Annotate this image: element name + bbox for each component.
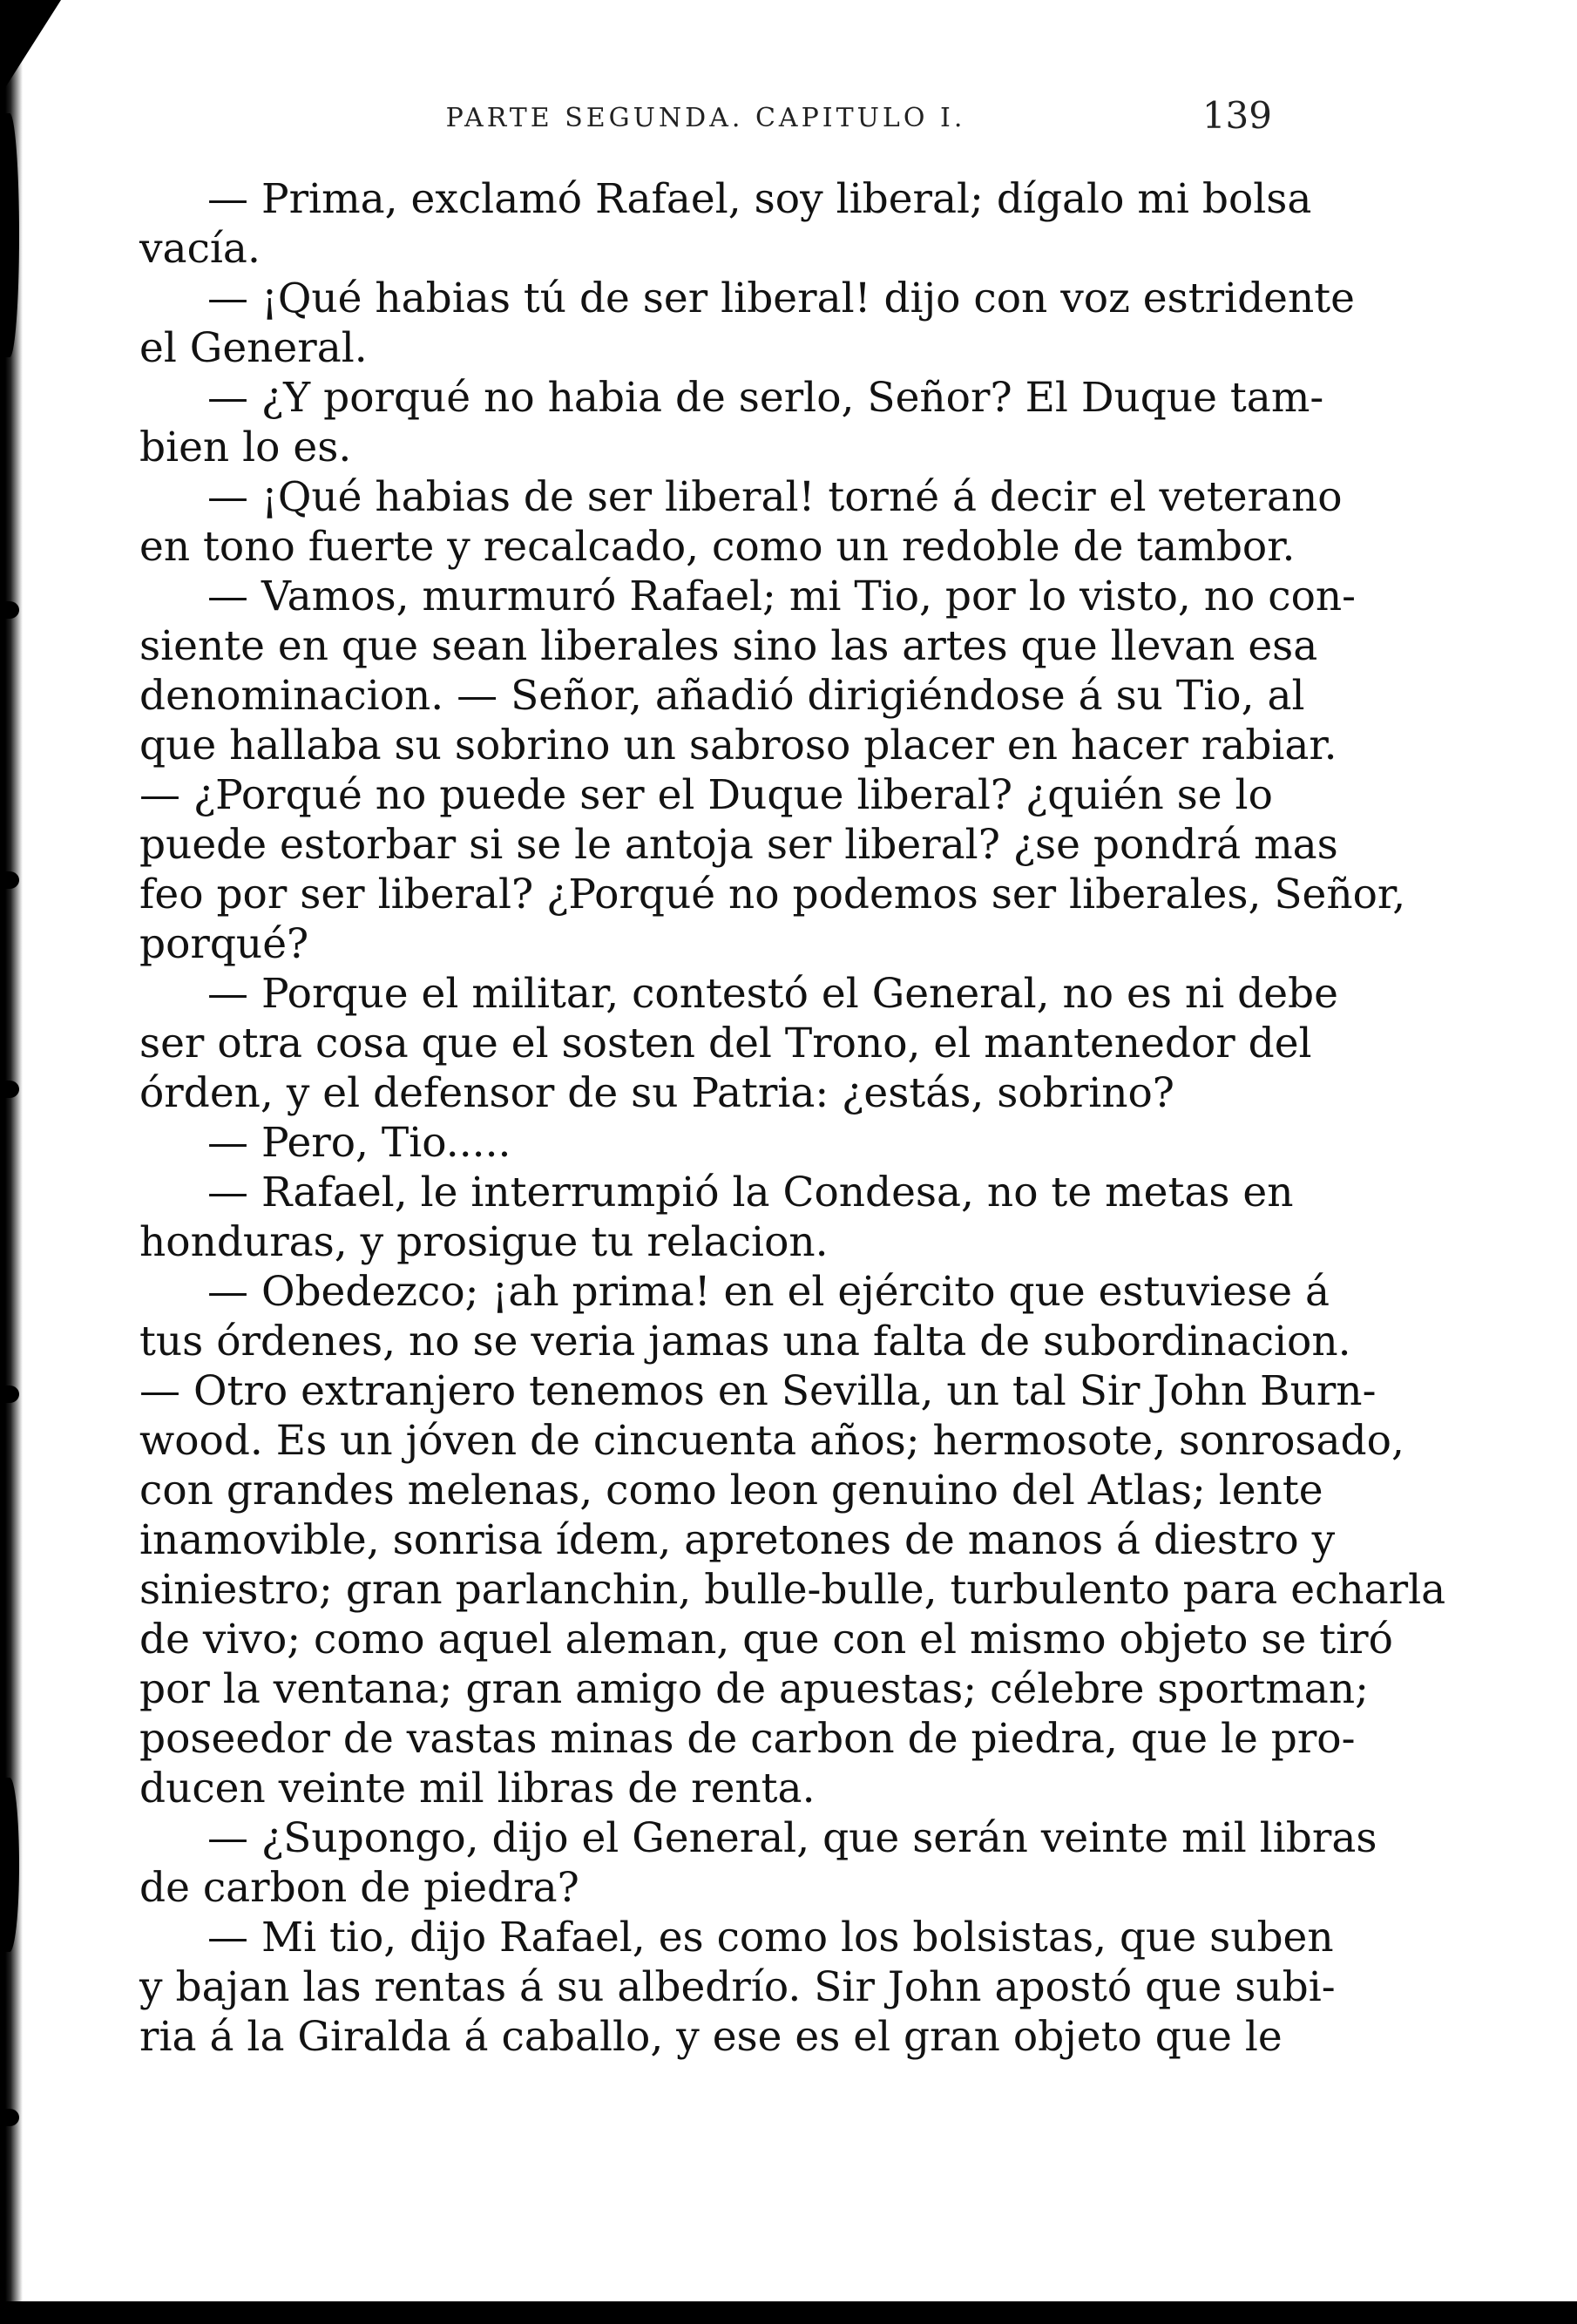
scan-bottom-band — [0, 2301, 1577, 2324]
text-line: wood. Es un jóven de cincuenta años; hermosote, sonrosado, — [139, 1417, 1404, 1465]
text-line: siniestro; gran parlanchin, bulle-bulle, turbulento para echarla — [139, 1566, 1446, 1614]
text-line: — Obedezco; ¡ah prima! en el ejército que estuviese á — [207, 1268, 1330, 1316]
text-line: honduras, y prosigue tu relacion. — [139, 1218, 829, 1266]
text-line: porqué? — [139, 920, 309, 968]
text-line: ducen veinte mil libras de renta. — [139, 1765, 816, 1812]
text-line: feo por ser liberal? ¿Porqué no podemos ser liberales, Señor, — [139, 871, 1406, 918]
text-line: — ¿Y porqué no habia de serlo, Señor? El Duque tam- — [207, 374, 1324, 422]
scan-edge-mark — [0, 871, 19, 889]
text-line: — ¡Qué habias de ser liberal! torné á decir el veterano — [207, 473, 1343, 521]
text-line: y bajan las rentas á su albedrío. Sir John apostó que subi- — [139, 1963, 1336, 2011]
text-line: inamovible, sonrisa ídem, apretones de manos á diestro y — [139, 1516, 1336, 1564]
text-line: de carbon de piedra? — [139, 1864, 579, 1912]
book-page — [139, 87, 1446, 2062]
text-line: — ¡Qué habias tú de ser liberal! dijo con voz estridente — [207, 274, 1355, 322]
text-line: vacía. — [139, 225, 261, 273]
scan-edge-mark — [0, 113, 19, 357]
text-line: con grandes melenas, como leon genuino del Atlas; lente — [139, 1467, 1323, 1514]
text-line: — Mi tio, dijo Rafael, es como los bolsistas, que suben — [207, 1914, 1334, 1962]
text-line: ria á la Giralda á caballo, y ese es el gran objeto que le — [139, 2013, 1283, 2061]
running-head: PARTE SEGUNDA. CAPITULO I. — [445, 103, 966, 133]
text-line: denominacion. — Señor, añadió dirigiéndose á su Tio, al — [139, 672, 1305, 720]
body-text — [139, 174, 1446, 2062]
text-line: — Porque el militar, contestó el General, no es ni debe — [207, 970, 1338, 1018]
text-line: — Vamos, murmuró Rafael; mi Tio, por lo visto, no con- — [207, 573, 1357, 620]
text-line: de vivo; como aquel aleman, que con el mismo objeto se tiró — [139, 1616, 1393, 1663]
text-line: puede estorbar si se le antoja ser liberal? ¿se pondrá mas — [139, 821, 1338, 869]
scan-edge-mark — [0, 601, 19, 619]
scan-edge-mark — [0, 1778, 19, 1952]
text-line: ser otra cosa que el sosten del Trono, el mantenedor del — [139, 1020, 1312, 1067]
text-line: en tono fuerte y recalcado, como un redoble de tambor. — [139, 523, 1296, 571]
text-line: que hallaba su sobrino un sabroso placer en hacer rabiar. — [139, 722, 1337, 769]
page-number: 139 — [1201, 94, 1272, 137]
text-line: — Rafael, le interrumpió la Condesa, no te metas en — [207, 1169, 1294, 1216]
text-line: por la ventana; gran amigo de apuestas; célebre sportman; — [139, 1665, 1369, 1713]
scan-edge-mark — [0, 1081, 19, 1098]
page-header — [139, 87, 1272, 157]
text-line: — Otro extranjero tenemos en Sevilla, un tal Sir John Burn- — [139, 1367, 1377, 1415]
scan-top-corner — [0, 0, 61, 96]
text-line: poseedor de vastas minas de carbon de piedra, que le pro- — [139, 1715, 1356, 1763]
text-line: — Pero, Tio..... — [207, 1119, 511, 1167]
text-line: — ¿Porqué no puede ser el Duque liberal? ¿quién se lo — [139, 771, 1273, 819]
text-line: tus órdenes, no se veria jamas una falta de subordinacion. — [139, 1318, 1351, 1365]
text-line: órden, y el defensor de su Patria: ¿estás, sobrino? — [139, 1069, 1174, 1117]
text-line: siente en que sean liberales sino las artes que llevan esa — [139, 622, 1318, 670]
text-line: el General. — [139, 324, 368, 372]
scan-edge-mark — [0, 1386, 19, 1403]
text-line: — Prima, exclamó Rafael, soy liberal; dígalo mi bolsa — [207, 175, 1312, 223]
scan-edge-mark — [0, 2109, 19, 2126]
text-line: bien lo es. — [139, 423, 352, 471]
text-line: — ¿Supongo, dijo el General, que serán veinte mil libras — [207, 1814, 1377, 1862]
